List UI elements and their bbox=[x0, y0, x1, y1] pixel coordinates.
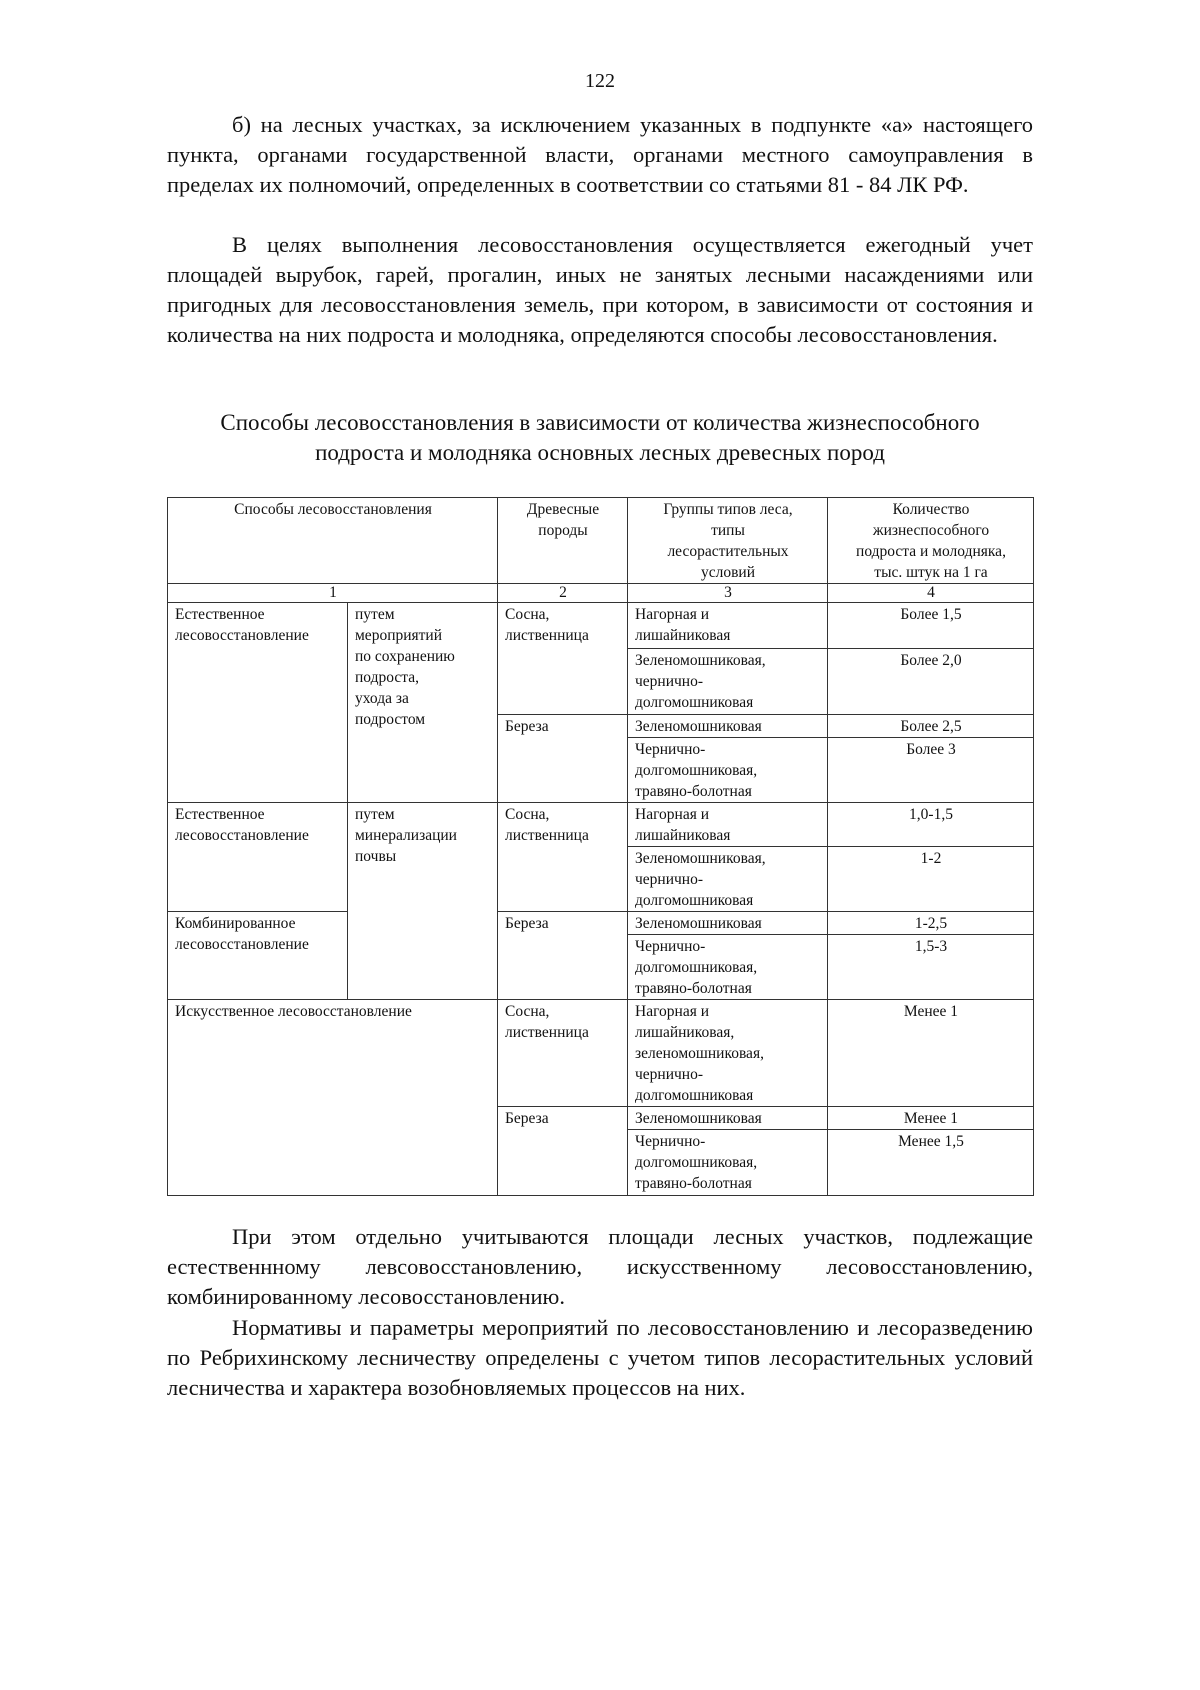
forest-type: Зеленомошниковая bbox=[628, 715, 828, 738]
amount: 1,0-1,5 bbox=[828, 803, 1034, 847]
paragraph: Нормативы и параметры мероприятий по лесовосстановлению и лесоразведению по Ребрихинскому лесничеству определены с учетом типов лесорастительных условий лесничества и характера возобновляемых процессов на них. bbox=[167, 1315, 1033, 1400]
forest-type: Чернично- долгомошниковая, травяно-болотная bbox=[628, 935, 828, 1000]
header-cell: Древесные породы bbox=[498, 498, 628, 584]
amount: Более 2,5 bbox=[828, 715, 1034, 738]
amount: 1-2 bbox=[828, 847, 1034, 912]
amount: Более 2,0 bbox=[828, 649, 1034, 715]
header-cell: Способы лесовосстановления bbox=[168, 498, 498, 584]
forest-type: Зеленомошниковая, чернично- долгомошниковая bbox=[628, 847, 828, 912]
column-number-row bbox=[168, 584, 1034, 603]
amount: Менее 1 bbox=[828, 1107, 1034, 1130]
forest-type: Зеленомошниковая, чернично- долгомошниковая bbox=[628, 649, 828, 715]
method-type: Искусственное лесовосстановление bbox=[168, 1000, 498, 1196]
amount: Более 3 bbox=[828, 738, 1034, 803]
species: Сосна, лиственница bbox=[498, 603, 628, 715]
paragraph: При этом отдельно учитываются площади лесных участков, подлежащие естественнному левсовосстановлению, искусственному лесовосстановлению, комбинированному лесовосстановлению. bbox=[167, 1224, 1033, 1309]
method-type: Комбинированное лесовосстановление bbox=[168, 912, 348, 1000]
column-number: 3 bbox=[628, 584, 828, 603]
species: Береза bbox=[498, 1107, 628, 1196]
table-row bbox=[168, 912, 1034, 935]
column-number: 2 bbox=[498, 584, 628, 603]
amount: 1,5-3 bbox=[828, 935, 1034, 1000]
table-row bbox=[168, 1000, 1034, 1107]
paragraph: б) на лесных участках, за исключением указанных в подпункте «а» настоящего пункта, органами государственной власти, органами местного самоуправления в пределах их полномочий, определенных в соответствии со статьями 81 - 84 ЛК РФ. bbox=[167, 112, 1033, 197]
method-means: путем мероприятий по сохранению подроста, ухода за подростом bbox=[348, 603, 498, 803]
amount: Более 1,5 bbox=[828, 603, 1034, 649]
amount: Менее 1,5 bbox=[828, 1130, 1034, 1196]
method-type: Естественное лесовосстановление bbox=[168, 603, 348, 803]
species: Береза bbox=[498, 912, 628, 1000]
header-cell: Количество жизнеспособного подроста и молодняка, тыс. штук на 1 га bbox=[828, 498, 1034, 584]
forest-type: Зеленомошниковая bbox=[628, 1107, 828, 1130]
forest-type: Нагорная и лишайниковая, зеленомошниковая, чернично- долгомошниковая bbox=[628, 1000, 828, 1107]
table-title: Способы лесовосстановления в зависимости от количества жизнеспособного подроста и молодняка основных лесных древесных пород bbox=[220, 410, 980, 465]
method-type: Естественное лесовосстановление bbox=[168, 803, 348, 912]
forest-type: Зеленомошниковая bbox=[628, 912, 828, 935]
page-number: 122 bbox=[585, 70, 615, 92]
column-number: 1 bbox=[168, 584, 498, 603]
species: Сосна, лиственница bbox=[498, 803, 628, 912]
column-number: 4 bbox=[828, 584, 1034, 603]
forest-type: Чернично- долгомошниковая, травяно-болотная bbox=[628, 1130, 828, 1196]
paragraph: В целях выполнения лесовосстановления осуществляется ежегодный учет площадей вырубок, гарей, прогалин, иных не занятых лесными насаждениями или пригодных для лесовосстановления земель, при котором, в зависимости от состояния и количества на них подроста и молодняка, определяются способы лесовосстановления. bbox=[167, 232, 1033, 347]
reforestation-table bbox=[167, 497, 1034, 1196]
header-row bbox=[168, 498, 1034, 584]
species: Сосна, лиственница bbox=[498, 1000, 628, 1107]
amount: Менее 1 bbox=[828, 1000, 1034, 1107]
forest-type: Чернично- долгомошниковая, травяно-болотная bbox=[628, 738, 828, 803]
forest-type: Нагорная и лишайниковая bbox=[628, 803, 828, 847]
species: Береза bbox=[498, 715, 628, 803]
header-cell: Группы типов леса, типы лесорастительных условий bbox=[628, 498, 828, 584]
forest-type: Нагорная и лишайниковая bbox=[628, 603, 828, 649]
method-means: путем минерализации почвы bbox=[348, 803, 498, 1000]
amount: 1-2,5 bbox=[828, 912, 1034, 935]
table-row bbox=[168, 603, 1034, 649]
table-row bbox=[168, 803, 1034, 847]
